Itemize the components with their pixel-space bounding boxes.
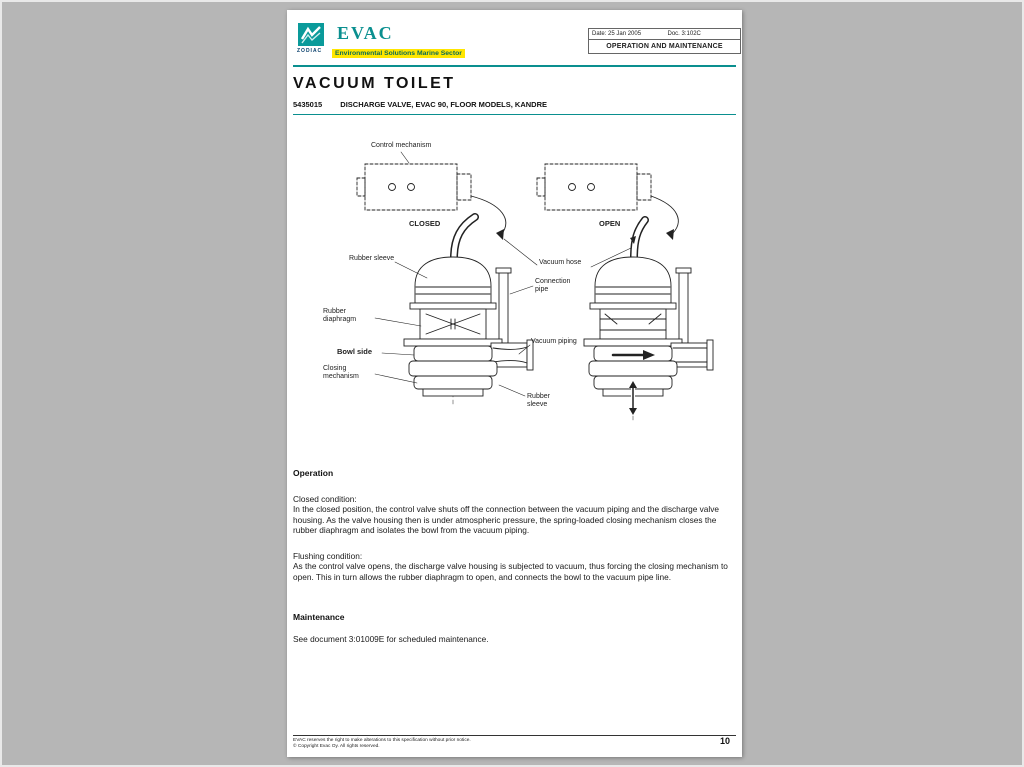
zodiac-label: ZODIAC	[297, 48, 323, 54]
part-line	[293, 100, 547, 109]
date-cell	[589, 29, 665, 39]
doc-meta-row	[589, 29, 740, 40]
label-connection-pipe: Connection pipe	[535, 278, 571, 294]
logo-tagline: Environmental Solutions Marine Sector	[332, 49, 465, 58]
doc-number-cell	[665, 29, 741, 39]
part-subtitle: DISCHARGE VALVE, EVAC 90, FLOOR MODELS, KANDRE	[340, 100, 547, 109]
maintenance-text: See document 3:01009E for scheduled maintenance.	[293, 634, 489, 644]
label-closing-mechanism: Closing mechanism	[323, 365, 359, 381]
valve-diagram-area	[287, 136, 742, 436]
zodiac-wave-icon	[298, 23, 324, 46]
left-valve-closed-drawing	[404, 217, 533, 396]
closed-condition-text: In the closed position, the control valve shuts off the connection between the vacuum piping and the discharge valve housing. As the valve housing then is under atmospheric pressure, the spring-loaded closing mechanism closes the rubber diaphragm and isolates the bowl from the vacuum piping.	[293, 504, 720, 536]
flushing-condition-label: Flushing condition:	[293, 551, 363, 561]
date-label: Date:	[592, 31, 607, 37]
label-state-open: OPEN	[599, 219, 621, 228]
label-vacuum-hose: Vacuum hose	[539, 259, 582, 266]
control-mechanism-drawing-right	[537, 164, 651, 210]
zodiac-logo-icon	[298, 23, 324, 46]
footer-divider	[293, 735, 736, 736]
flushing-condition-text: As the control valve opens, the discharge valve housing is subjected to vacuum, thus forcing the closing mechanism to open. This in turn allows the rubber diaphragm to open, and connects the bowl to the vacuum pipe line.	[293, 561, 728, 582]
page-number: 10	[719, 736, 730, 746]
label-vacuum-piping: Vacuum piping	[531, 338, 577, 345]
date-value: 25 Jan 2005	[608, 31, 642, 37]
doc-label: Doc.	[667, 31, 680, 37]
right-valve-open-drawing	[584, 220, 713, 415]
doc-value: 3:102C	[681, 31, 701, 37]
doc-meta-table	[588, 28, 741, 54]
label-state-closed: CLOSED	[409, 219, 441, 228]
label-bowl-side: Bowl side	[337, 347, 373, 356]
label-rubber-sleeve-top: Rubber sleeve	[349, 255, 395, 262]
evac-wordmark: EVAC	[337, 23, 394, 43]
label-control-mechanism: Control mechanism	[371, 142, 432, 149]
label-rubber-sleeve-bottom: Rubber sleeve	[527, 393, 550, 409]
valve-diagram	[287, 136, 742, 436]
part-number: 5435015	[293, 100, 323, 109]
title-divider	[293, 114, 736, 115]
operation-heading: Operation	[293, 468, 334, 478]
footer-copyright: © Copyright Evac Oy. All rights reserved.	[293, 744, 380, 749]
section-title: OPERATION AND MAINTENANCE	[606, 43, 723, 50]
control-mechanism-drawing-left	[357, 164, 471, 210]
footer-disclaimer: EVAC reserves the right to make alterations to this specification without prior notice.	[293, 738, 471, 743]
header-divider	[293, 65, 736, 67]
label-rubber-diaphragm: Rubber diaphragm	[323, 308, 357, 324]
page-title: VACUUM TOILET	[293, 75, 456, 92]
closed-condition-label: Closed condition:	[293, 494, 357, 504]
document-page	[287, 10, 742, 757]
maintenance-heading: Maintenance	[293, 612, 345, 622]
